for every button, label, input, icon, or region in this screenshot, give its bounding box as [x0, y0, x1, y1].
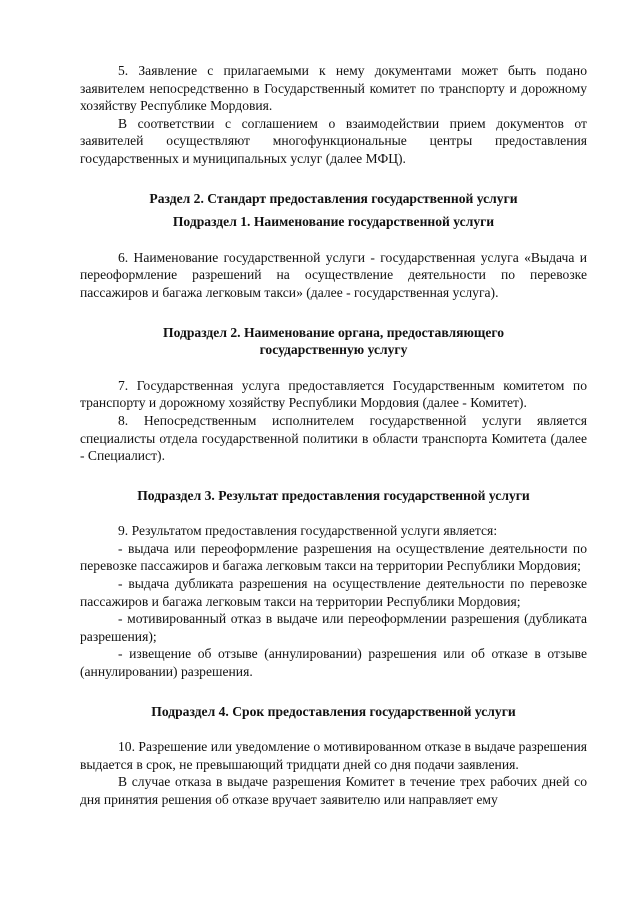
- subsection-1-title: Подраздел 1. Наименование государственной услуги: [172, 214, 495, 230]
- subsection-2-title-line1: Подраздел 2. Наименование органа, предоставляющего: [163, 324, 504, 340]
- paragraph-5-mfc: В соответствии с соглашением о взаимодействии прием документов от заявителей осуществляют многофункциональные центры предоставления государственных и муниципальных услуг (далее МФЦ).: [80, 115, 587, 166]
- list-item: - выдача или переоформление разрешения на осуществление деятельности по перевозке пассажиров и багажа легковым такси на территории Республики Мордовия;: [80, 540, 587, 574]
- paragraph-7: 7. Государственная услуга предоставляется Государственным комитетом по транспорту и дорожному хозяйству Республики Мордовия (далее - Комитет).: [80, 377, 587, 411]
- paragraph-10: 10. Разрешение или уведомление о мотивированном отказе в выдаче разрешения выдается в срок, не превышающий тридцати дней со дня подачи заявления.: [80, 739, 587, 772]
- list-item: - извещение об отзыве (аннулировании) разрешения или об отказе в отзыве (аннулировании) разрешения.: [80, 646, 587, 680]
- subsection-4-title: Подраздел 4. Срок предоставления государственной услуги: [151, 703, 516, 719]
- paragraph-9: 9. Результатом предоставления государственной услуги является:: [118, 523, 498, 539]
- document-body: [80, 62, 587, 809]
- subsection-3-title: Подраздел 3. Результат предоставления государственной услуги: [137, 487, 530, 503]
- paragraph-5: 5. Заявление с прилагаемыми к нему документами может быть подано заявителем непосредственно в Государственный комитет по транспорту и дорожному хозяйству Республике Мордовия.: [80, 63, 587, 114]
- subsection-2-title-line2: государственную услугу: [259, 342, 408, 358]
- section-2-title: Раздел 2. Стандарт предоставления государственной услуги: [149, 190, 518, 206]
- paragraph-8: 8. Непосредственным исполнителем государственной услуги является специалисты отдела государственной политики в области транспорта Комитета (далее - Специалист).: [80, 412, 587, 464]
- list-item: - выдача дубликата разрешения на осуществление деятельности по перевозке пассажиров и багажа легковым такси на территории Республики Мордовия;: [80, 576, 587, 609]
- paragraph-6: 6. Наименование государственной услуги - государственная услуга «Выдача и переоформление разрешений на осуществление деятельности по перевозке пассажиров и багажа легковым такси» (далее - государственная услуга).: [80, 249, 587, 300]
- paragraph-10-refusal: В случае отказа в выдаче разрешения Комитет в течение трех рабочих дней со дня принятия решения об отказе вручает заявителю или направляет ему: [80, 774, 587, 807]
- list-item: - мотивированный отказ в выдаче или переоформлении разрешения (дубликата разрешения);: [80, 611, 587, 644]
